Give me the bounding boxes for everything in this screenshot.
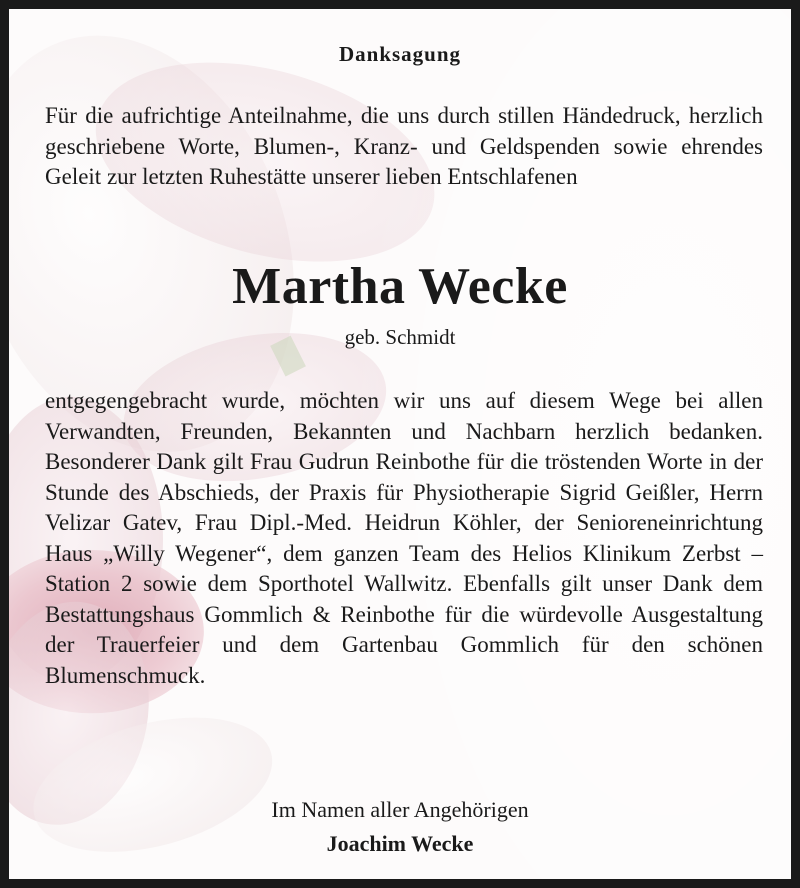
notice-heading: Danksagung	[338, 42, 462, 66]
thanks-paragraph: entgegengebracht wurde, möchten wir uns auf diesem Wege bei allen Verwandten, Freunden, Bekannten und Nachbarn herzlich bedanken. Besonderer Dank gilt Frau Gudrun Reinbothe für die tröstenden Worte in der Stunde des Abschieds, der Praxis für Physiotherapie Sigrid Geißler, Herrn Velizar Gatev, Frau Dipl.-Med. Heidrun Köhler, der Senioreneinrichtung Haus „Willy Wegener“, dem ganzen Team des Helios Klinikum Zerbst – Station 2 sowie dem Sporthotel Wallwitz. Ebenfalls gilt unser Dank dem Bestattungshaus Gommlich & Reinbothe für die würdevolle Ausgestaltung der Trauerfeier und dem Gartenbau Gommlich für den schönen Blumenschmuck.	[45, 388, 763, 688]
signer-name: Joachim Wecke	[326, 831, 474, 856]
birth-name: geb. Schmidt	[344, 325, 456, 349]
intro-paragraph: Für die aufrichtige Anteilnahme, die uns durch stillen Händedruck, herzlich geschriebene Worte, Blumen-, Kranz- und Geldspenden sowie ehrendes Geleit zur letzten Ruhestätte unserer lieben Entschlafenen	[45, 103, 763, 189]
closing-line: Im Namen aller Angehörigen	[271, 797, 529, 822]
deceased-name: Martha Wecke	[232, 258, 568, 315]
